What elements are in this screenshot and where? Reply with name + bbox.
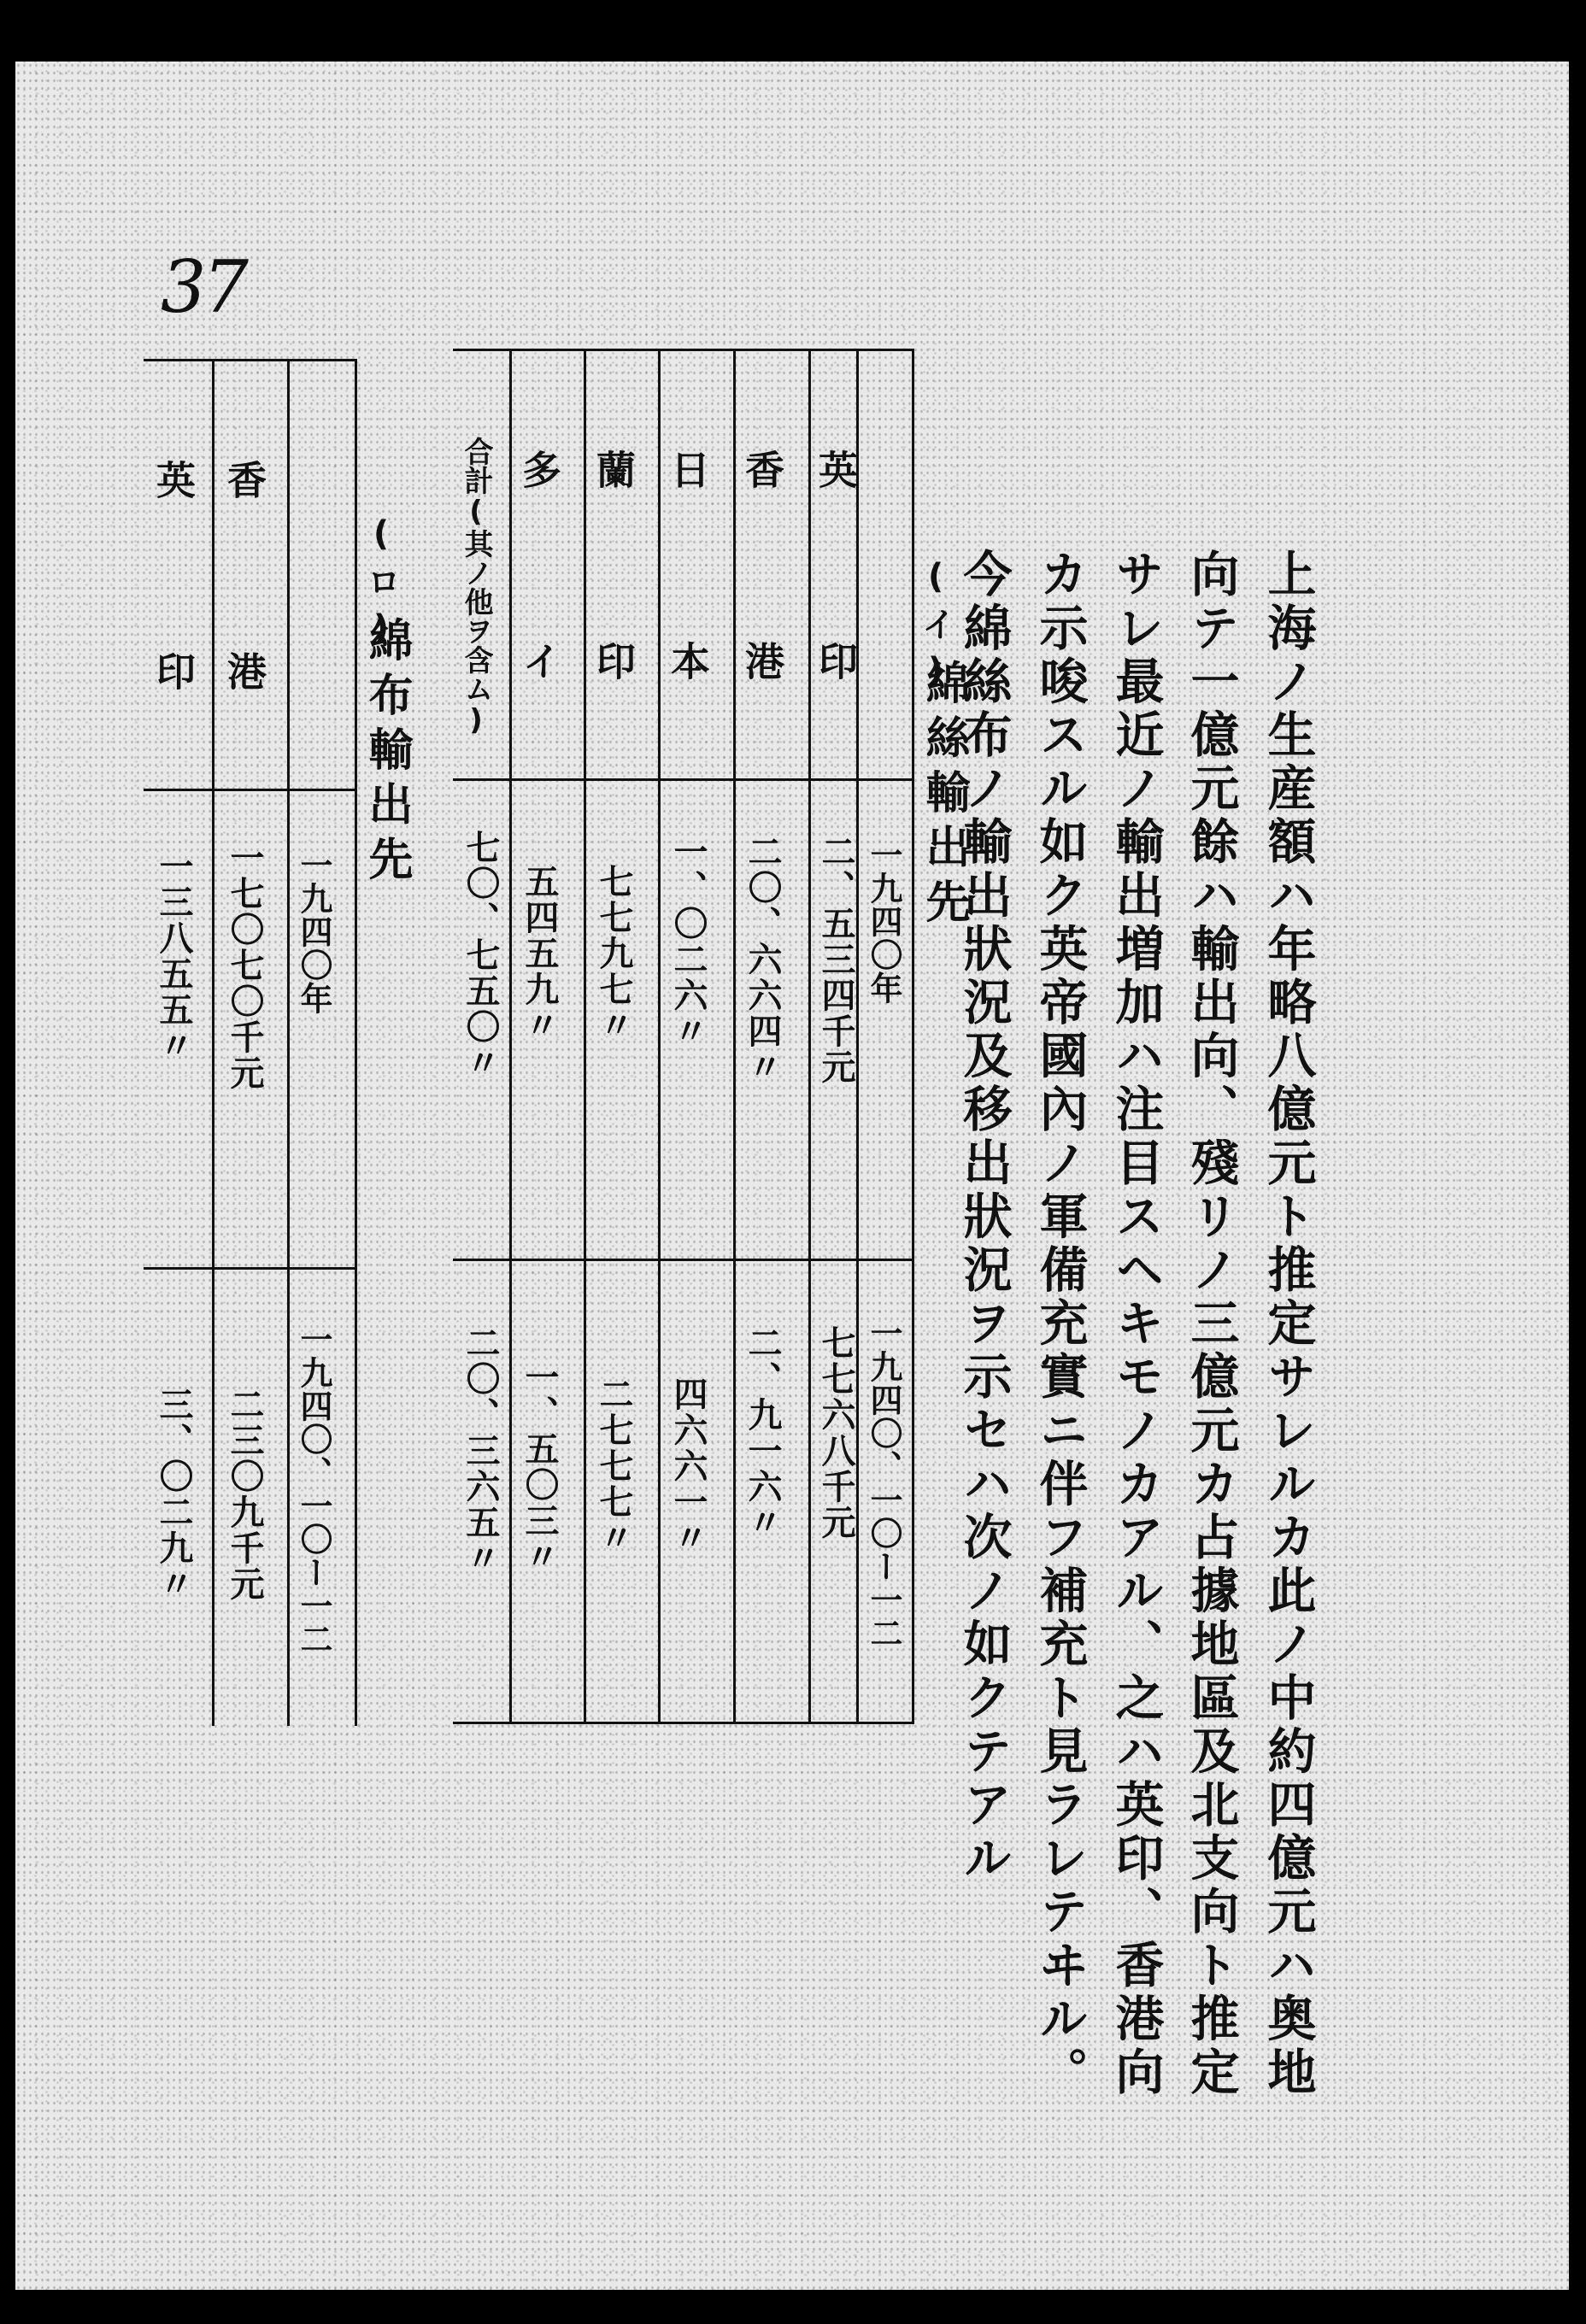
body-line-3: サレ最近ノ輸出増加ハ注目スヘキモノカアル、之ハ英印、香港向 xyxy=(1107,549,1164,2100)
section-i-title: 綿絲輸出先 xyxy=(918,660,969,933)
yarn-row-value-q4: 七七六八千元 xyxy=(816,1325,855,1541)
yarn-total-label: 合計(其ノ他ヲ含ム) xyxy=(459,437,493,737)
section-ro-title: 綿布輸出先 xyxy=(361,617,412,890)
cloth-export-table xyxy=(144,359,357,1726)
yarn-row-name: 英 印 xyxy=(813,449,859,737)
yarn-col-header-1940q4: 一九四〇、一〇ー一二 xyxy=(865,1317,902,1650)
section-ro-marker: (ロ) xyxy=(361,514,401,658)
yarn-row-name: 多 イ xyxy=(516,449,562,737)
yarn-total-value-q4: 二〇、三六五〃 xyxy=(461,1325,500,1576)
cloth-row-value-q4: 三、〇二九〃 xyxy=(154,1387,193,1602)
body-line-1: 上海ノ生産額ハ年略八億元ト推定サレルカ此ノ中約四億元ハ奥地 xyxy=(1260,549,1316,2100)
yarn-col-header-1940: 一九四〇年 xyxy=(865,838,902,1005)
cloth-row-name: 英 印 xyxy=(150,460,197,747)
yarn-row-name: 蘭 印 xyxy=(590,449,637,737)
cloth-row-value-1940: 一七〇七〇千元 xyxy=(225,840,264,1091)
cloth-col-header-1940: 一九四〇年 xyxy=(295,848,332,1015)
yarn-row-value-1940: 二〇、六六四〃 xyxy=(743,834,782,1085)
cloth-row-name: 香 港 xyxy=(221,460,267,747)
yarn-row-name: 香 港 xyxy=(739,449,785,737)
yarn-row-value-1940: 五四五九〃 xyxy=(520,864,559,1043)
yarn-row-value-q4: 一、五〇三〃 xyxy=(520,1359,559,1575)
body-line-4: カ示唆スル如ク英帝國內ノ軍備充實ニ伴フ補充ト見ラレテヰル。 xyxy=(1031,549,1088,2100)
yarn-total-value-1940: 七〇、七五〇〃 xyxy=(461,830,500,1081)
document-page xyxy=(15,62,1569,2290)
yarn-row-value-q4: 二、九一六〃 xyxy=(743,1325,782,1541)
cloth-row-value-1940: 一三八五五〃 xyxy=(154,848,193,1064)
yarn-row-value-1940: 一、〇二六〃 xyxy=(668,834,708,1049)
yarn-row-value-1940: 二、五三四千元 xyxy=(816,834,855,1085)
cloth-col-header-1940q4: 一九四〇、一〇ー一二 xyxy=(295,1323,332,1656)
yarn-row-name: 日 本 xyxy=(665,449,711,737)
yarn-row-value-q4: 二七七七〃 xyxy=(594,1376,633,1556)
body-line-2: 向テ一億元餘ハ輸出向、殘リノ三億元カ占據地區及北支向ト推定 xyxy=(1183,549,1239,2100)
yarn-export-table xyxy=(453,349,914,1724)
body-line-5: 今綿絲布ノ輸出狀況及移出狀況ヲ示セハ次ノ如クテアル xyxy=(955,549,1012,1886)
yarn-row-value-q4: 四六六一〃 xyxy=(668,1376,708,1556)
yarn-row-value-1940: 七七九七〃 xyxy=(594,864,633,1043)
cloth-row-value-q4: 二三〇九千元 xyxy=(225,1387,264,1602)
page-number: 37 xyxy=(161,245,245,329)
section-i-marker: (イ) xyxy=(916,557,955,701)
